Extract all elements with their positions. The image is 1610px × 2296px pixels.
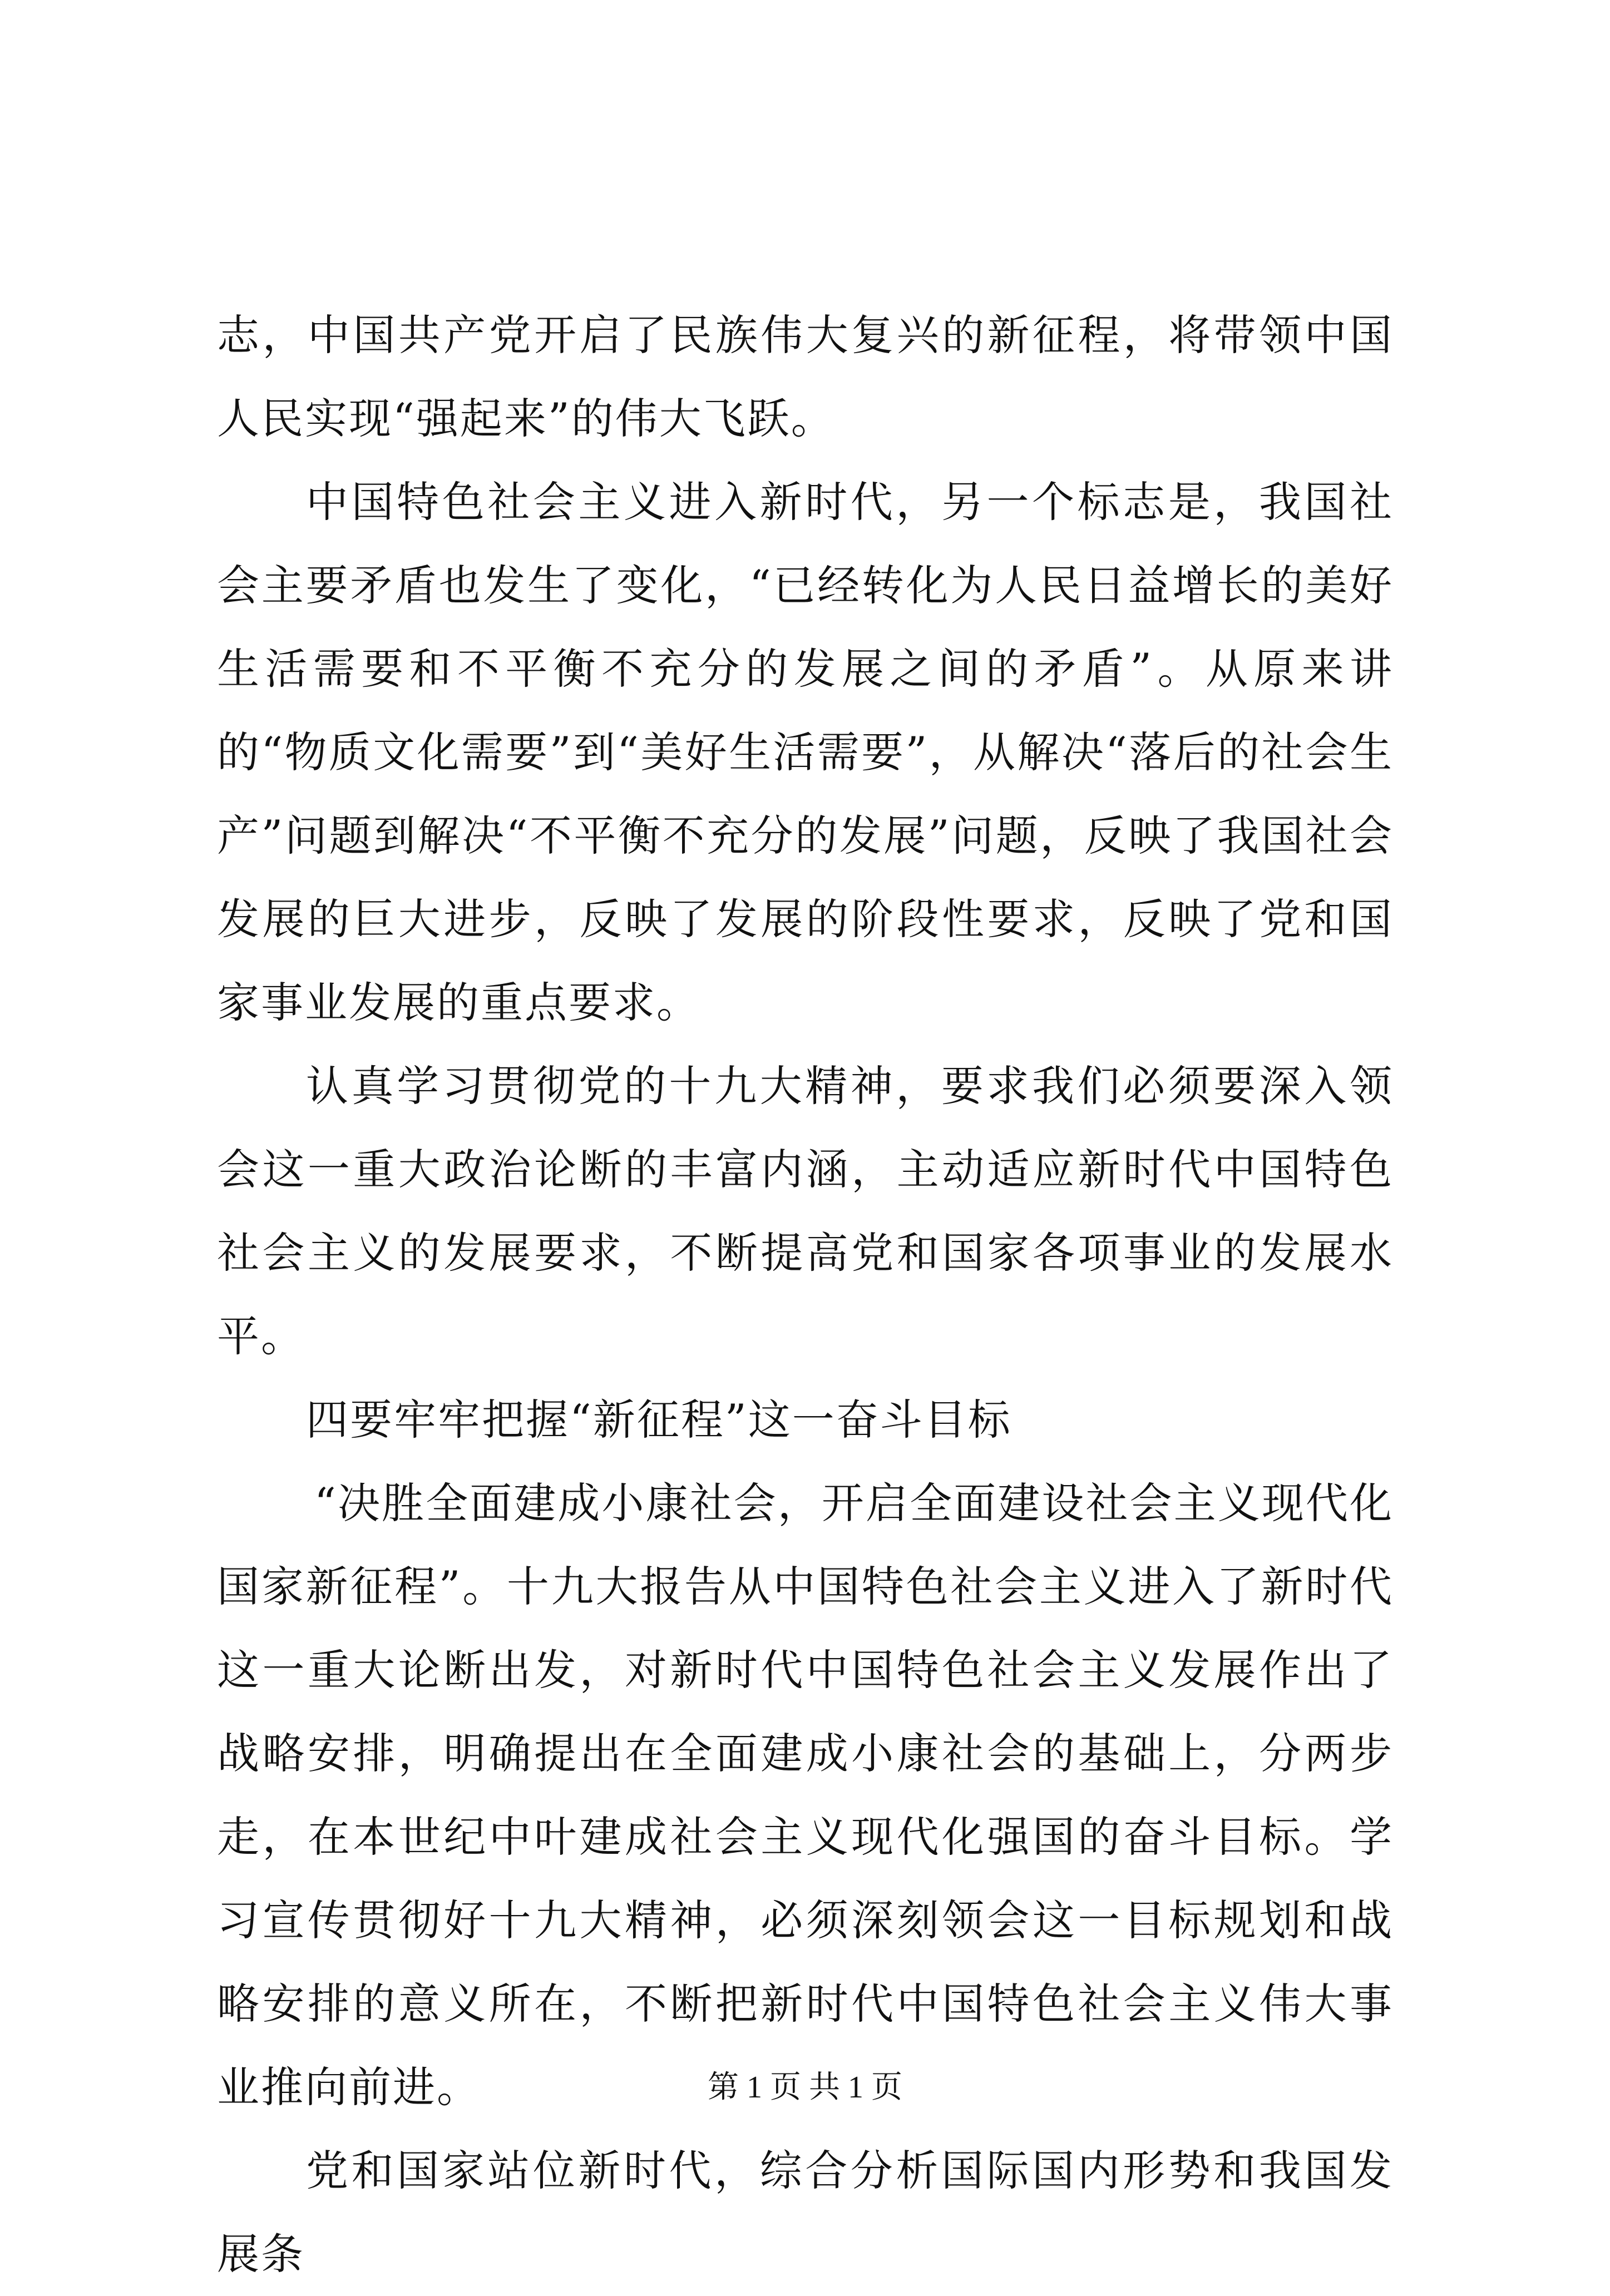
paragraph-continuation: 志，中国共产党开启了民族伟大复兴的新征程，将带领中国人民实现“强起来”的伟大飞跃。	[217, 310, 1394, 443]
paragraph-new-journey-goal: “决胜全面建成小康社会，开启全面建设社会主义现代化国家新征程”。十九大报告从中国特色社会主义进入了新时代这一重大论断出发，对新时代中国特色社会主义发展作出了战略安排，明确提出在全面建成小康社会的基础上，分两步走，在本世纪中叶建成社会主义现代化强国的奋斗目标。学习宣传贯彻好十九大精神，必须深刻领会这一目标规划和战略安排的意义所在，不断把新时代中国特色社会主义伟大事业推向前进。	[217, 1478, 1394, 2112]
page-footer	[0, 2062, 1610, 2107]
paragraph-new-era-analysis: 党和国家站位新时代，综合分析国际国内形势和我国发展条	[217, 2146, 1394, 2279]
paragraph-study-requirement: 认真学习贯彻党的十九大精神，要求我们必须要深入领会这一重大政治论断的丰富内涵，主动适应新时代中国特色社会主义的发展要求，不断提高党和国家各项事业的发展水平。	[217, 1061, 1394, 1361]
section-heading-new-journey: 四要牢牢把握“新征程”这一奋斗目标	[306, 1395, 1012, 1444]
page-number: 第 1 页 共 1 页	[708, 2070, 902, 2105]
paragraph-new-era-contradiction: 中国特色社会主义进入新时代，另一个标志是，我国社会主要矛盾也发生了变化，“已经转化为人民日益增长的美好生活需要和不平衡不充分的发展之间的矛盾”。从原来讲的“物质文化需要”到“美好生活需要”，从解决“落后的社会生产”问题到解决“不平衡不充分的发展”问题，反映了我国社会发展的巨大进步，反映了发展的阶段性要求，反映了党和国家事业发展的重点要求。	[217, 477, 1394, 1027]
body-text	[217, 294, 1394, 2296]
